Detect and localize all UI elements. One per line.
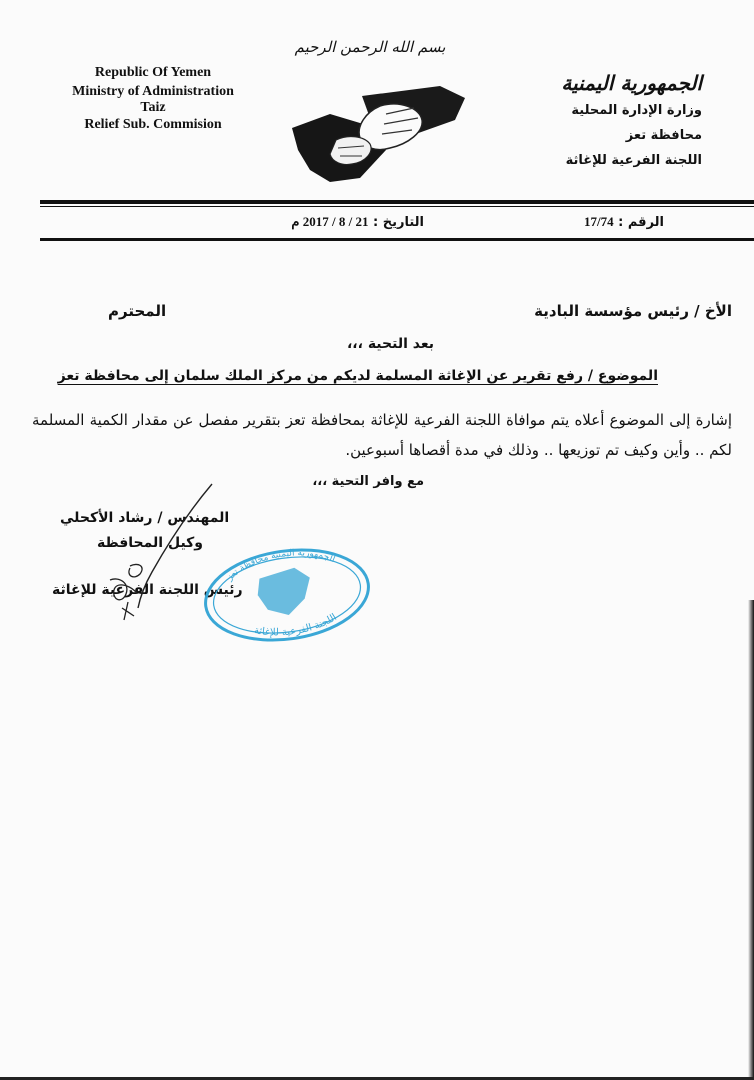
english-commission: Relief Sub. Commision [84, 117, 222, 132]
honorific: المحترم [108, 302, 167, 320]
basmala: بسم الله الرحمن الرحيم [294, 38, 446, 56]
header-rule-bottom [40, 238, 754, 241]
reference-number-label: الرقم : [618, 215, 664, 230]
arabic-country: الجمهورية اليمنية [561, 71, 702, 95]
english-letterhead [58, 63, 248, 134]
arabic-ministry: وزارة الإدارة المحلية [571, 103, 702, 118]
header-rule-top [40, 200, 754, 204]
arabic-commission: اللجنة الفرعية للإغاثة [565, 153, 702, 168]
stamp-top-text: الجمهورية اليمنية محافظة تعز [225, 548, 337, 583]
recipient: الأخ / رئيس مؤسسة البادية [534, 302, 732, 320]
reference-date-label: التاريخ : [373, 215, 424, 230]
header-rule-top-thin [40, 206, 754, 207]
reference-number [584, 214, 664, 230]
signatory-name: المهندس / رشاد الأكحلي [60, 510, 230, 526]
reference-number-value: 17/74 [583, 214, 614, 229]
signatory-commission-title: رئيس اللجنة الفرعية للإغاثة [52, 582, 243, 598]
stamp-bottom-text: اللجنة الفرعية للإغاثة [253, 611, 339, 639]
greeting: بعد التحية ،،، [346, 336, 434, 352]
english-city: Taiz [140, 100, 166, 115]
arabic-letterhead [522, 68, 702, 173]
letter-body: إشارة إلى الموضوع أعلاه يتم موافاة اللجنة الفرعية للإغاثة بمحافظة تعز بتقرير مفصل عن مقدار الكمية المسلمة لكم .. وأين وكيف تم توزيعها .. وذلك في مدة أقصاها أسبوعين. [32, 411, 732, 459]
reference-date [291, 214, 424, 230]
signatory-title: وكيل المحافظة [97, 535, 204, 551]
english-country: Republic Of Yemen [94, 65, 212, 80]
arabic-governorate: محافظة تعز [625, 128, 702, 143]
relief-emblem-icon [290, 78, 470, 186]
reference-date-value: 21 / 8 / 2017 م [291, 214, 369, 229]
reference-line [40, 210, 714, 234]
english-ministry: Ministry of Administration [72, 84, 234, 99]
page-edge [748, 600, 754, 1080]
closing: مع وافر التحية ،،، [312, 474, 424, 489]
subject-line: الموضوع / رفع تقرير عن الإغاثة المسلمة لديكم من مركز الملك سلمان إلى محافظة تعز [57, 368, 658, 384]
official-stamp [200, 545, 375, 645]
